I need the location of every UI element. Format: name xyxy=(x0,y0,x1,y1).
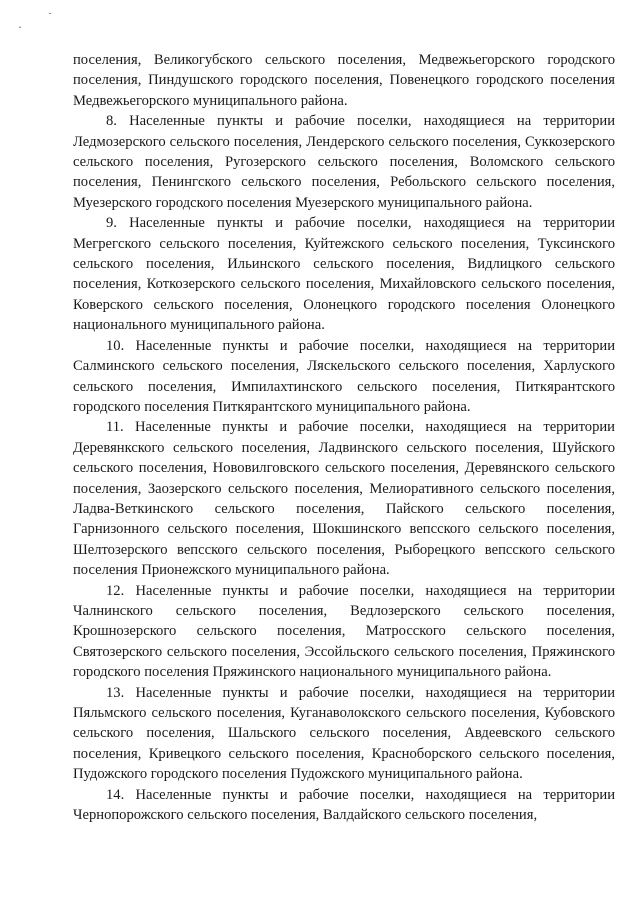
paragraph-item-13: 13. Населенные пункты и рабочие поселки, находящиеся на территории Пяльмского сельского поселения, Куганаволокского сельского поселения, Кубовского сельского поселения, Шальского сельского поселения, Авдеевского сельского поселения, Кривецкого сельского поселения, Красноборского сельского поселения, Пудожского городского поселения Пудожского муниципального района. xyxy=(73,684,615,783)
paragraph-item-8: 8. Населенные пункты и рабочие поселки, находящиеся на территории Ледмозерского сельского поселения, Лендерского сельского поселения, Суккозерского сельского поселения, Ругозерского сельского поселения, Воломского сельского поселения, Пенингского сельского поселения, Ребольского сельского поселения, Муезерского городского поселения Муезерского муниципального района. xyxy=(73,113,615,211)
scan-artifact-mark: ˇ xyxy=(18,26,22,35)
paragraph-item-14: 14. Населенные пункты и рабочие поселки, находящиеся на территории Чернопорожского сельского поселения, Валдайского сельского поселения, xyxy=(73,786,615,824)
paragraph-continuation: поселения, Великогубского сельского поселения, Медвежьегорского городского поселения, Пиндушского городского поселения, Повенецкого городского поселения Медвежьегорского муниципального района. xyxy=(73,52,615,109)
paragraph-item-10: 10. Населенные пункты и рабочие поселки, находящиеся на территории Салминского сельского поселения, Ляскельского сельского поселения, Харлуского сельского поселения, Импилахтинского сельского поселения, Питкярантского городского поселения Питкярантского муниципального района. xyxy=(73,337,615,415)
paragraph-item-12: 12. Населенные пункты и рабочие поселки, находящиеся на территории Чалнинского сельского поселения, Ведлозерского сельского поселения, Крошнозерского сельского поселения, Матросского сельского поселения, Святозерского сельского поселения, Эссойльского сельского поселения, Пряжинского городского поселения Пряжинского национального муниципального района. xyxy=(73,582,615,681)
paragraph-item-11: 11. Населенные пункты и рабочие поселки, находящиеся на территории Деревянкского сельского поселения, Ладвинского сельского поселения, Шуйского сельского поселения, Нововилговского сельского поселения, Деревянского сельского поселения, Заозерского сельского поселения, Мелиоративного сельского поселения, Ладва-Веткинского сельского поселения, Пайского сельского поселения, Гарнизонного сельского поселения, Шокшинского вепсского сельского поселения, Шелтозерского вепсского сельского поселения, Рыборецкого вепсского сельского поселения Прионежского муниципального района. xyxy=(73,419,615,579)
scan-artifact-mark: ˘ xyxy=(48,12,52,21)
document-page xyxy=(73,50,615,825)
paragraph-item-9: 9. Населенные пункты и рабочие поселки, находящиеся на территории Мегрегского сельского поселения, Куйтежского сельского поселения, Туксинского сельского поселения, Ильинского сельского поселения, Видлицкого сельского поселения, Коткозерского сельского поселения, Михайловского сельского поселения, Коверского сельского поселения, Олонецкого городского поселения Олонецкого национального муниципального района. xyxy=(73,215,615,334)
